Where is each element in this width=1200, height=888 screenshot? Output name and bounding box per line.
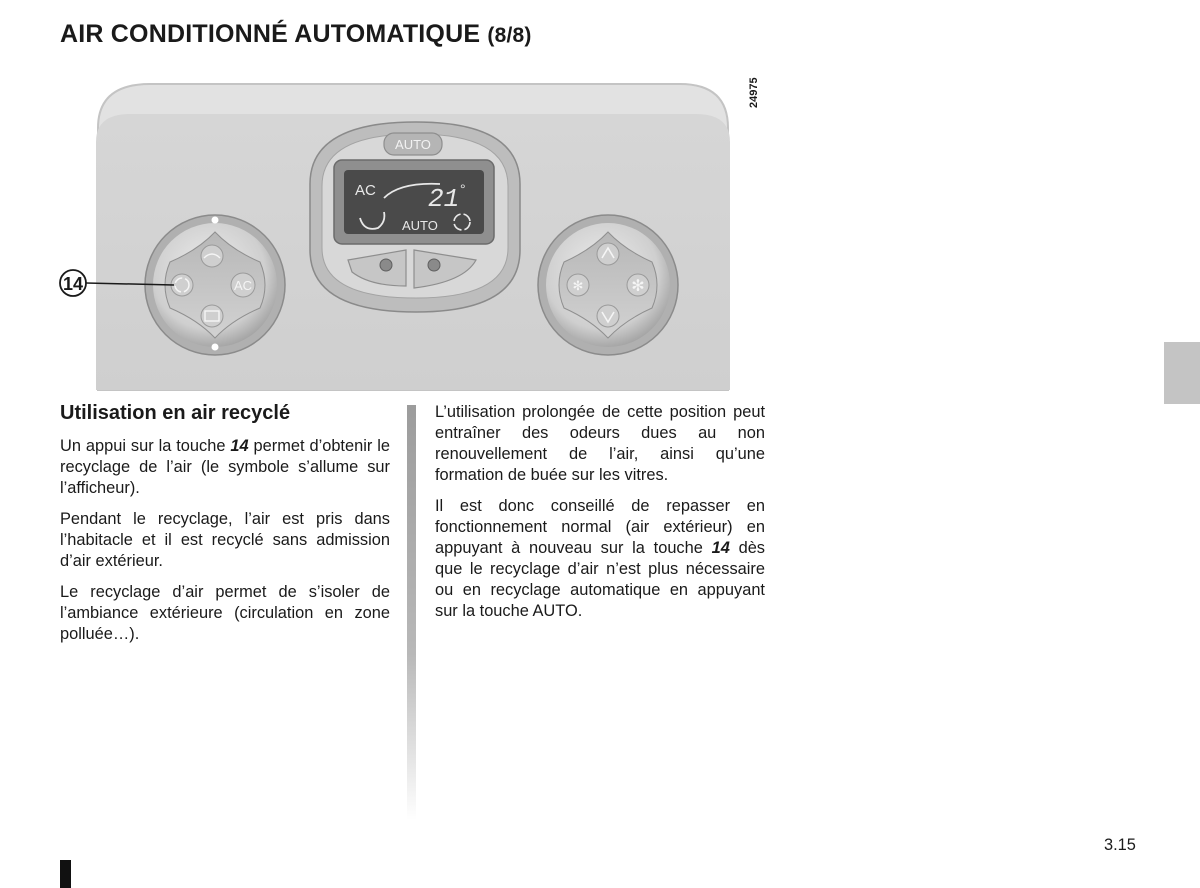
right-control-knob bbox=[538, 215, 678, 355]
text-run: dès que le recyclage d’air n’est plus nécessaire ou en recyclage automatique en appuyant sur la touche AUTO. bbox=[435, 539, 766, 620]
text-run: Un appui sur la touche bbox=[60, 437, 231, 455]
column-divider bbox=[407, 405, 416, 820]
paragraph bbox=[60, 436, 390, 499]
fan-low-icon: ✻ bbox=[572, 279, 584, 294]
page-number: 3.15 bbox=[1104, 836, 1136, 854]
corner-mark bbox=[60, 860, 71, 888]
ac-button[interactable] bbox=[231, 273, 255, 297]
figure-ref-number: 24975 bbox=[748, 77, 760, 108]
fan-increase-button[interactable] bbox=[627, 274, 649, 296]
fan-high-icon: ✻ bbox=[631, 276, 645, 295]
display-degree: ° bbox=[460, 181, 466, 197]
key-reference-14: 14 bbox=[230, 437, 249, 455]
auto-button[interactable] bbox=[384, 133, 442, 155]
text-run: Il est donc conseillé de repasser en fonctionnement normal (air extérieur) en appuyant à nouveau sur la touche bbox=[435, 497, 765, 557]
display-screen bbox=[334, 160, 494, 244]
front-demist-button[interactable] bbox=[201, 245, 223, 267]
paragraph: Pendant le recyclage, l’air est pris dans l’habitacle et il est recyclé sans admission d’air extérieur. bbox=[60, 510, 390, 570]
section-heading: Utilisation en air recyclé bbox=[60, 402, 291, 424]
paragraph bbox=[435, 496, 765, 622]
auto-button-label: AUTO bbox=[395, 137, 431, 152]
fan-decrease-button[interactable] bbox=[567, 274, 589, 296]
rear-demist-button[interactable] bbox=[201, 305, 223, 327]
text-run: permet d’obtenir le recyclage de l’air (le symbole s’allume sur l’afficheur). bbox=[60, 437, 390, 497]
key-reference-14: 14 bbox=[711, 539, 730, 557]
recycle-button-14[interactable] bbox=[171, 274, 193, 296]
center-display-unit bbox=[310, 122, 520, 312]
left-column bbox=[60, 436, 390, 655]
airflow-up-button[interactable] bbox=[597, 243, 619, 265]
paragraph: Le recyclage d’air permet de s’isoler de l’ambiance extérieure (circulation en zone polluée…). bbox=[60, 583, 390, 643]
display-ac-text: AC bbox=[355, 182, 376, 199]
ac-button-label: AC bbox=[233, 278, 253, 293]
paragraph: L’utilisation prolongée de cette position peut entraîner des odeurs dues au non renouvellement de l’air, ainsi qu’une formation de buée sur les vitres. bbox=[435, 403, 765, 484]
callout-number: 14 bbox=[62, 274, 84, 294]
knob-indicator-bottom bbox=[212, 344, 219, 351]
knob-indicator-top bbox=[212, 217, 219, 224]
climate-control-illustration bbox=[0, 0, 1200, 400]
chapter-thumb-tab bbox=[1164, 342, 1200, 404]
right-column bbox=[435, 402, 765, 632]
title-part: (8/8) bbox=[487, 24, 532, 47]
display-auto-text: AUTO bbox=[402, 218, 438, 233]
airflow-down-button[interactable] bbox=[597, 305, 619, 327]
title-text: AIR CONDITIONNÉ AUTOMATIQUE bbox=[60, 20, 481, 48]
display-temperature: 21 bbox=[428, 184, 460, 214]
